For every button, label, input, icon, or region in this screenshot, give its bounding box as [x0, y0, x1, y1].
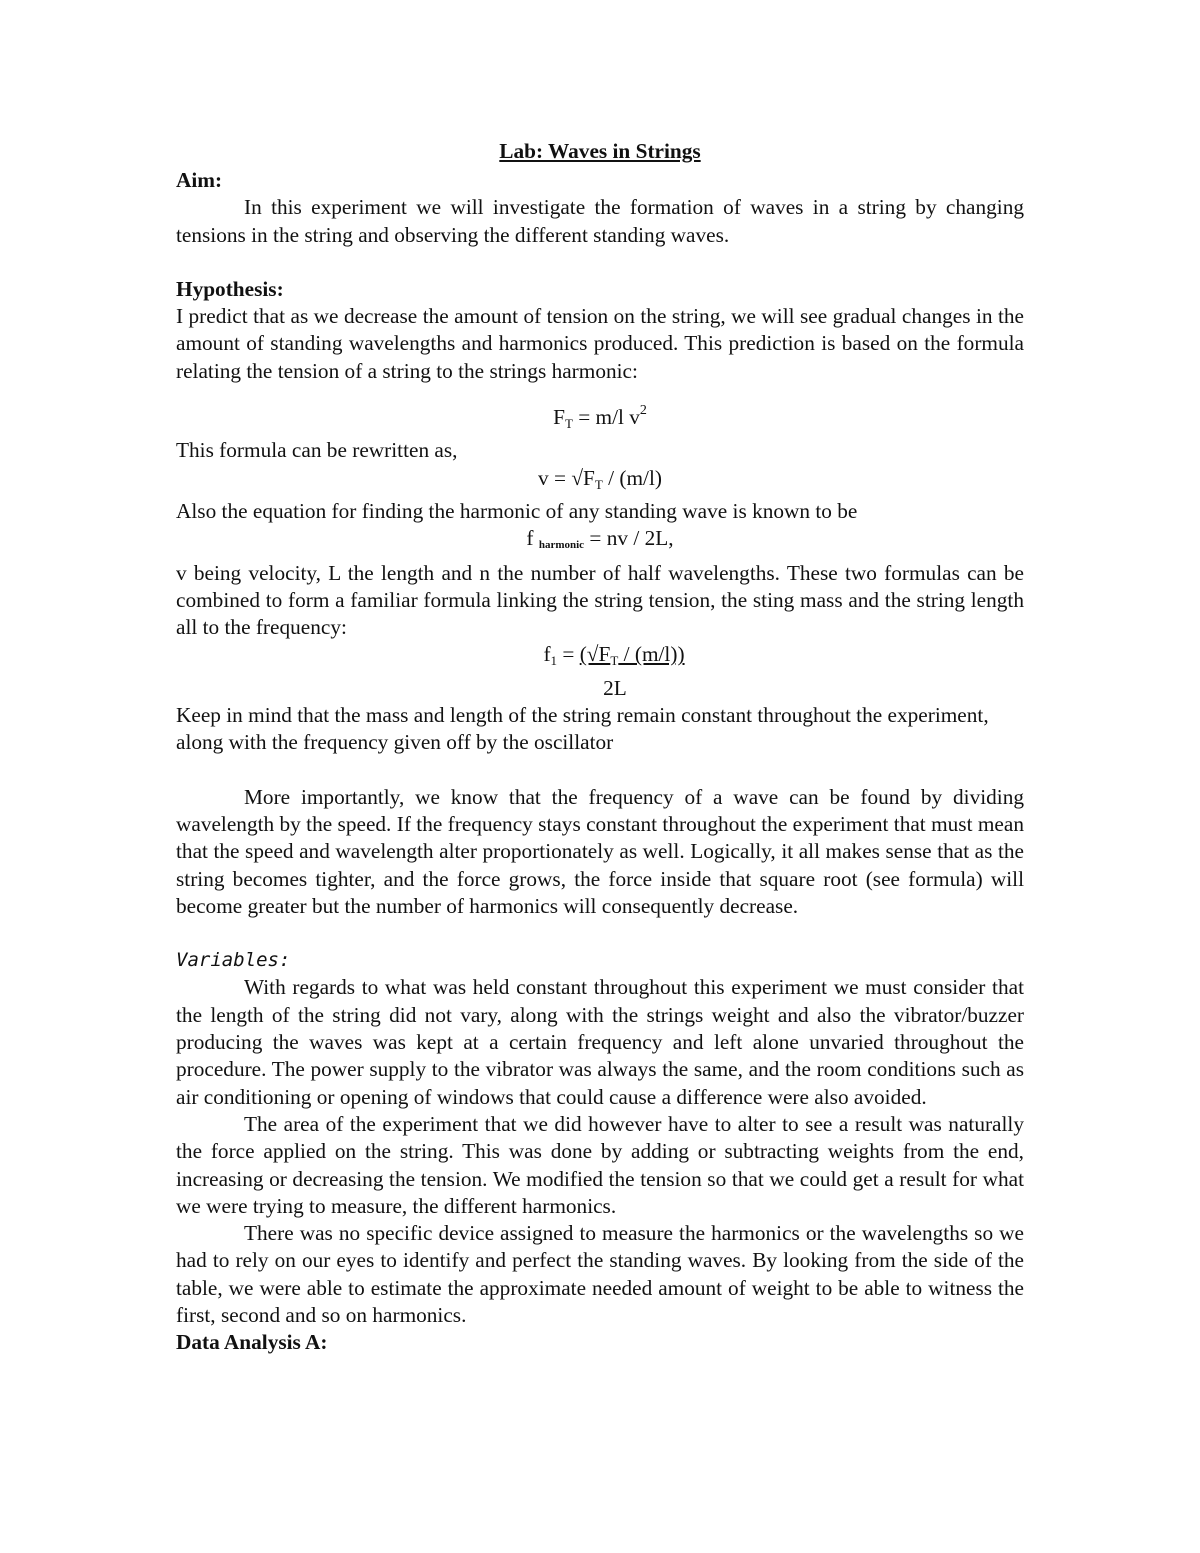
spacer [176, 249, 1024, 276]
aim-paragraph: In this experiment we will investigate the formation of waves in a string by changing tensions in the string and observing the different standing waves. [176, 195, 1024, 247]
equation-part: / (m/l) [602, 465, 662, 490]
fraction-numerator [579, 642, 685, 669]
frequency-equation [176, 641, 1024, 674]
equation-superscript: 2 [639, 403, 647, 419]
equation-subscript: harmonic [538, 539, 585, 552]
document-page [176, 138, 1024, 1357]
equation-subscript: T [564, 416, 573, 432]
equation-part: (√F [579, 642, 611, 667]
equation-part: 2L [603, 675, 627, 700]
fraction-denominator [176, 675, 1024, 702]
spacer [176, 920, 1024, 947]
hypothesis-paragraph-2: v being velocity, L the length and n the number of half wavelengths. These two formulas can be combined to form a familiar formula linking the string tension, the sting mass and the string length all to the frequency: [176, 560, 1024, 640]
tension-equation [176, 385, 1024, 437]
variables-paragraph-3: There was no specific device assigned to measure the harmonics or the wavelengths so we had to rely on our eyes to identify and perfect the standing waves. By looking from the side of the table, we were able to estimate the approximate needed amount of weight to be able to witness the first, second and so on harmonics. [176, 1221, 1024, 1327]
data-analysis-heading: Data Analysis A: [176, 1330, 328, 1355]
variables-heading: Variables: [176, 949, 291, 972]
hypothesis-heading: Hypothesis: [176, 276, 284, 301]
variables-paragraph-2: The area of the experiment that we did however have to alter to see a result was naturally the force applied on the string. This was done by adding or subtracting weights from the end, increasing or decreasing the tension. We modified the tension so that we could get a result for what we were trying to measure, the different harmonics. [176, 1111, 1024, 1218]
equation-part: = nv / 2L, [584, 526, 674, 551]
hypothesis-paragraph-3: More importantly, we know that the frequency of a wave can be found by dividing wavelength by the speed. If the frequency stays constant throughout the experiment that must mean that the speed and wavelength alter proportionately as well. Logically, it all makes sense that as the string becomes tighter, and the force grows, the force inside that square root (see formula) will become greater but the number of harmonics will consequently decrease. [176, 784, 1024, 918]
equation-subscript: T [594, 476, 603, 492]
equation-part: f [543, 642, 551, 667]
equation-subscript: 1 [550, 653, 558, 669]
page-title: Lab: Waves in Strings [499, 139, 701, 163]
velocity-equation [176, 465, 1024, 498]
rewritten-text: This formula can be rewritten as, [176, 438, 458, 463]
equation-part: = [557, 642, 580, 667]
keep-in-mind-paragraph: Keep in mind that the mass and length of the string remain constant throughout the experiment, along with the frequency given off by the oscillator [176, 703, 989, 755]
equation-part: f [526, 526, 539, 551]
equation-part: = m/l v [572, 405, 640, 430]
aim-heading: Aim: [176, 168, 223, 192]
variables-paragraph-1: With regards to what was held constant throughout this experiment we must consider that the length of the string did not vary, along with the strings weight and also the vibrator/buzzer producing the waves was kept at a certain frequency and left alone unvaried throughout the procedure. The power supply to the vibrator was always the same, and the room conditions such as air conditioning or opening of windows that could cause a difference were also avoided. [176, 975, 1024, 1109]
equation-part: / (m/l)) [618, 642, 685, 667]
harmonic-text: Also the equation for finding the harmonic of any standing wave is known to be [176, 498, 858, 523]
equation-subscript: T [610, 653, 619, 669]
equation-part: F [553, 405, 565, 430]
spacer [176, 757, 1024, 784]
equation-part: v = √F [538, 465, 595, 490]
hypothesis-paragraph: I predict that as we decrease the amount of tension on the string, we will see gradual changes in the amount of standing wavelengths and harmonics produced. This prediction is based on the formula relating the tension of a string to the strings harmonic: [176, 304, 1024, 383]
harmonic-equation [176, 525, 1024, 559]
